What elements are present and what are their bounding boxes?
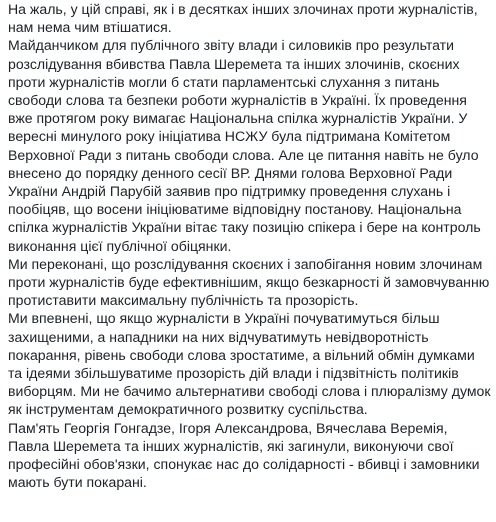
paragraph-parliament-hearings: Майданчиком для публічного звіту влади і силовиків про результати розслідування вбивства Павла Шеремета та інших злочинів, скоєних проти журналістів могли б стати парламентські слухання з питань свободи слова та безпеки роботи журналістів в Україні. Їх проведення вже протягом року вимагає Національна спілка журналістів України. У вересні минулого року ініціатива НСЖУ була підтримана Комітетом Верховної Ради з питань свободи слова. Але це питання навіть не було внесено до порядку денного сесії ВР. Днями голова Верховної Ради України Андрій Парубій заявив про підтримку проведення слухань і пообіцяв, що восени ініціюватиме відповідну постанову. Національна спілка журналістів України вітає таку позицію спікера і бере на контроль виконання цієї публічної обіцянки. — [8, 37, 481, 254]
paragraph-intro: На жаль, у цій справі, як і в десятках інших злочинах проти журналістів, нам нема чим втішатися. — [8, 1, 478, 36]
paragraph-freedom-of-speech: Ми впевнені, що якщо журналісти в Україні почуватимуться більш захищеними, а нападники на них відчуватимуть невідворотність покарання, рівень свободи слова зростатиме, а вільний обмін думками та ідеями збільшуватиме прозорість дій влади і підзвітність політиків виборцям. Ми не бачимо альтернативи свободі слова і плюралізму думок як інструментам демократичного розвитку суспільства. — [8, 310, 491, 418]
paragraph-transparency: Ми переконані, що розслідування скоєних і запобігання новим злочинам проти журналістів буде ефективнішим, якщо безкарності й замовчуванню протиставити максимальну публічність та прозорість. — [8, 255, 490, 309]
paragraph-memory: Пам'ять Георгія Гонгадзе, Ігоря Александрова, Вячеслава Веремія, Павла Шеремета та інших журналістів, які загинули, виконуючи свої професійні обов'язки, спонукає нас до солідарності - вбивці і замовники мають бути покарані. — [8, 419, 480, 491]
